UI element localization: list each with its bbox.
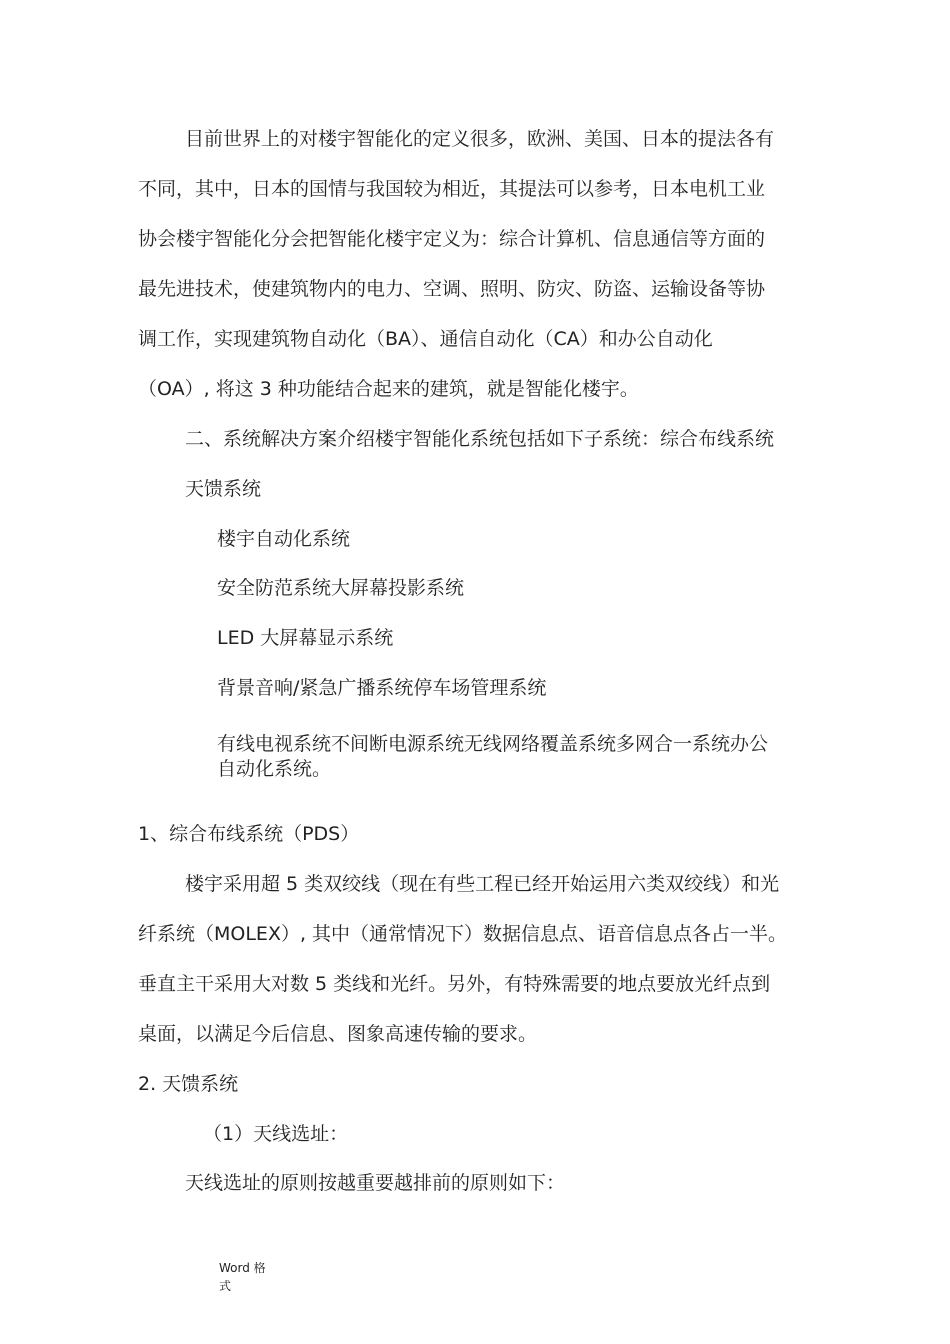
list-item: 安全防范系统大屏幕投影系统 [217, 577, 465, 599]
section-intro: 二、系统解决方案介绍楼宇智能化系统包括如下子系统：综合布线系统 [185, 428, 775, 450]
paragraph-line: 协会楼宇智能化分会把智能化楼宇定义为：综合计算机、信息通信等方面的 [138, 228, 766, 250]
list-item: 楼宇自动化系统 [217, 528, 351, 550]
list-item: 背景音响/紧急广播系统停车场管理系统 [217, 677, 547, 699]
footer-line: Word 格 [219, 1261, 266, 1275]
paragraph-line: 垂直主干采用大对数 5 类线和光纤。另外，有特殊需要的地点要放光纤点到 [138, 973, 771, 995]
footer-line: 式 [219, 1279, 232, 1293]
list-item: 天馈系统 [185, 478, 262, 500]
paragraph-line: 桌面，以满足今后信息、图象高速传输的要求。 [138, 1023, 538, 1045]
list-item: 有线电视系统不间断电源系统无线网络覆盖系统多网合一系统办公 [217, 733, 769, 755]
paragraph-line: 目前世界上的对楼宇智能化的定义很多，欧洲、美国、日本的提法各有 [185, 128, 775, 150]
list-item-continuation: 自动化系统。 [217, 758, 332, 780]
paragraph-line: 不同，其中，日本的国情与我国较为相近，其提法可以参考，日本电机工业 [138, 178, 766, 200]
section-heading: 1、综合布线系统（PDS） [138, 823, 360, 845]
paragraph-line: 最先进技术，使建筑物内的电力、空调、照明、防灾、防盗、运输设备等协 [138, 278, 766, 300]
paragraph-line: 天线选址的原则按越重要越排前的原则如下： [185, 1172, 566, 1194]
list-item: LED 大屏幕显示系统 [217, 627, 394, 649]
paragraph-line: 调工作，实现建筑物自动化（BA）、通信自动化（CA）和办公自动化 [138, 328, 713, 350]
section-heading: 2. 天馈系统 [138, 1073, 239, 1095]
paragraph-line: 纤系统（MOLEX）, 其中（通常情况下）数据信息点、语音信息点各占一半。 [138, 923, 788, 945]
sub-heading: （1）天线选址： [203, 1123, 349, 1145]
paragraph-line: （OA）, 将这 3 种功能结合起来的建筑，就是智能化楼宇。 [138, 378, 639, 400]
paragraph-line: 楼宇采用超 5 类双绞线（现在有些工程已经开始运用六类双绞线）和光 [185, 873, 780, 895]
